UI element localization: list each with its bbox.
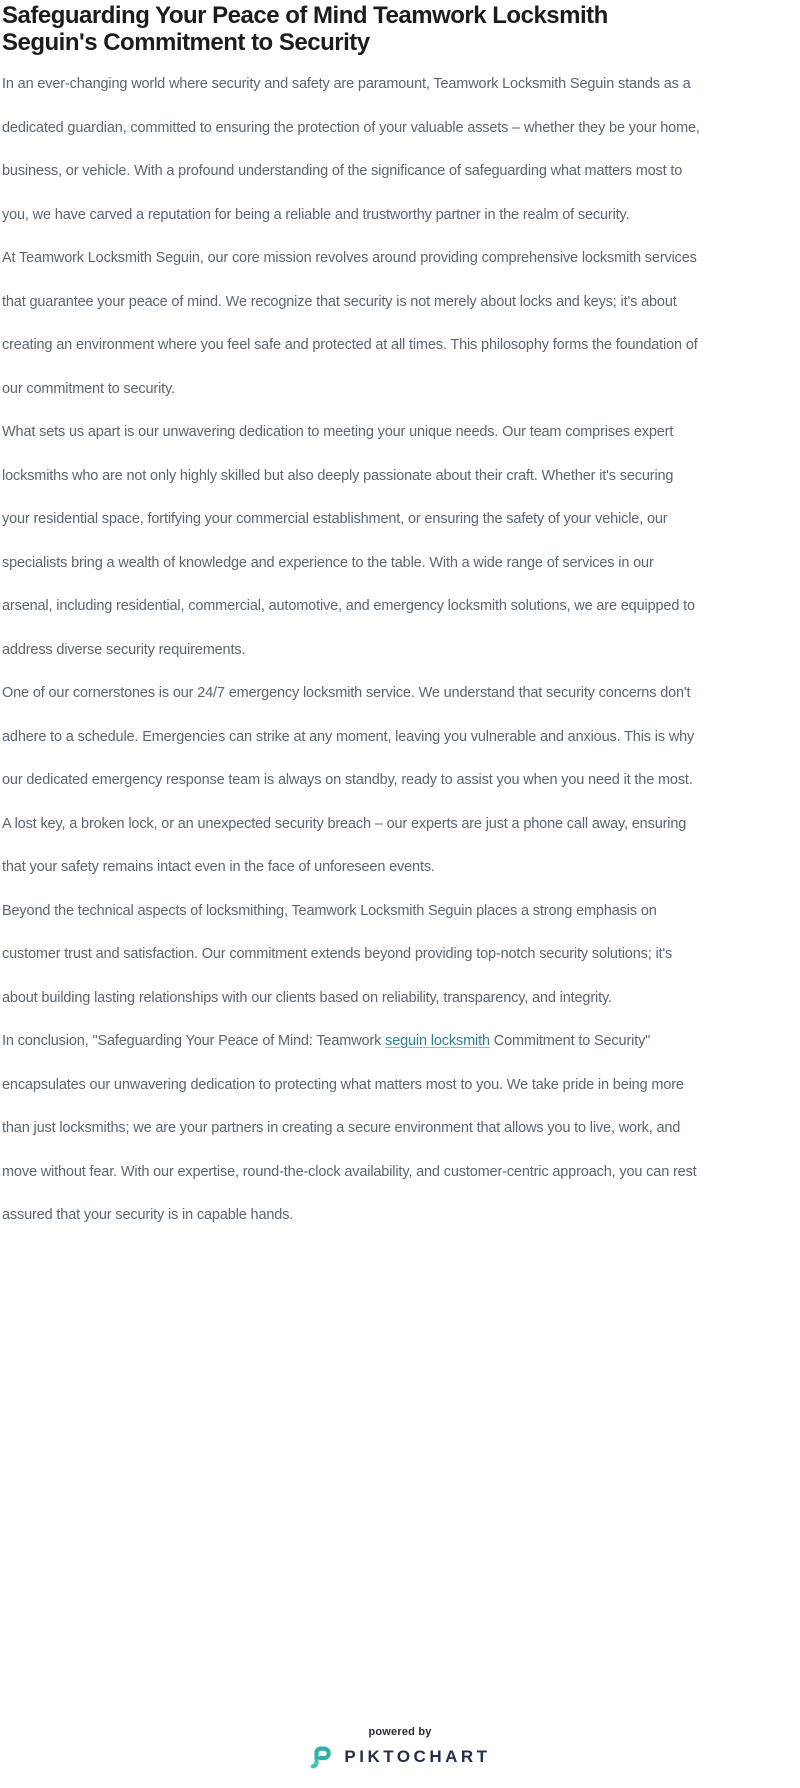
- powered-by-label: powered by: [368, 1726, 432, 1738]
- article-content: [2, 0, 703, 1238]
- piktochart-icon: [309, 1744, 335, 1770]
- paragraph-mission: At Teamwork Locksmith Seguin, our core mission revolves around providing comprehensive locksmith services that guarantee your peace of mind. We recognize that security is not merely about locks and keys; it's about creating an environment where you feel safe and protected at all times. This philosophy forms the foundation of our commitment to security.: [2, 250, 698, 397]
- paragraph-intro: In an ever-changing world where security and safety are paramount, Teamwork Locksmith Seguin stands as a dedicated guardian, committed to ensuring the protection of your valuable assets – whether they be your home, business, or vehicle. With a profound understanding of the significance of safeguarding what matters most to you, we have carved a reputation for being a reliable and trustworthy partner in the realm of security.: [2, 76, 700, 223]
- paragraph-conclusion: [2, 1020, 703, 1238]
- conclusion-text-after: Commitment to Security" encapsulates our unwavering dedication to protecting what matters most to you. We take pride in being more than just locksmiths; we are your partners in creating a secure environment that allows you to live, work, and move without fear. With our expertise, round-the-clock availability, and customer-centric approach, you can rest assured that your security is in capable hands.: [2, 1033, 697, 1223]
- paragraph-services: What sets us apart is our unwavering dedication to meeting your unique needs. Our team comprises expert locksmiths who are not only highly skilled but also deeply passionate about their craft. Whether it's securing your residential space, fortifying your commercial establishment, or ensuring the safety of your vehicle, our specialists bring a wealth of knowledge and experience to the table. With a wide range of services in our arsenal, including residential, commercial, automotive, and emergency locksmith solutions, we are equipped to address diverse security requirements.: [2, 424, 695, 658]
- conclusion-text-before: In conclusion, "Safeguarding Your Peace of Mind: Teamwork: [2, 1033, 386, 1049]
- paragraph-trust: Beyond the technical aspects of locksmithing, Teamwork Locksmith Seguin places a strong emphasis on customer trust and satisfaction. Our commitment extends beyond providing top-notch security solutions; it's about building lasting relationships with our clients based on reliability, transparency, and integrity.: [2, 902, 673, 1006]
- seguin-locksmith-link[interactable]: seguin locksmith: [385, 1033, 490, 1049]
- page-title: Safeguarding Your Peace of Mind Teamwork Locksmith Seguin's Commitment to Security: [2, 2, 608, 56]
- piktochart-wordmark: PIKTOCHART: [344, 1747, 491, 1766]
- piktochart-logo-link[interactable]: [309, 1744, 490, 1770]
- piktochart-footer: [0, 1726, 800, 1770]
- paragraph-emergency: One of our cornerstones is our 24/7 emergency locksmith service. We understand that security concerns don't adhere to a schedule. Emergencies can strike at any moment, leaving you vulnerable and anxious. This is why our dedicated emergency response team is always on standby, ready to assist you when you need it the most. A lost key, a broken lock, or an unexpected security breach – our experts are just a phone call away, ensuring that your safety remains intact even in the face of unforeseen events.: [2, 685, 695, 875]
